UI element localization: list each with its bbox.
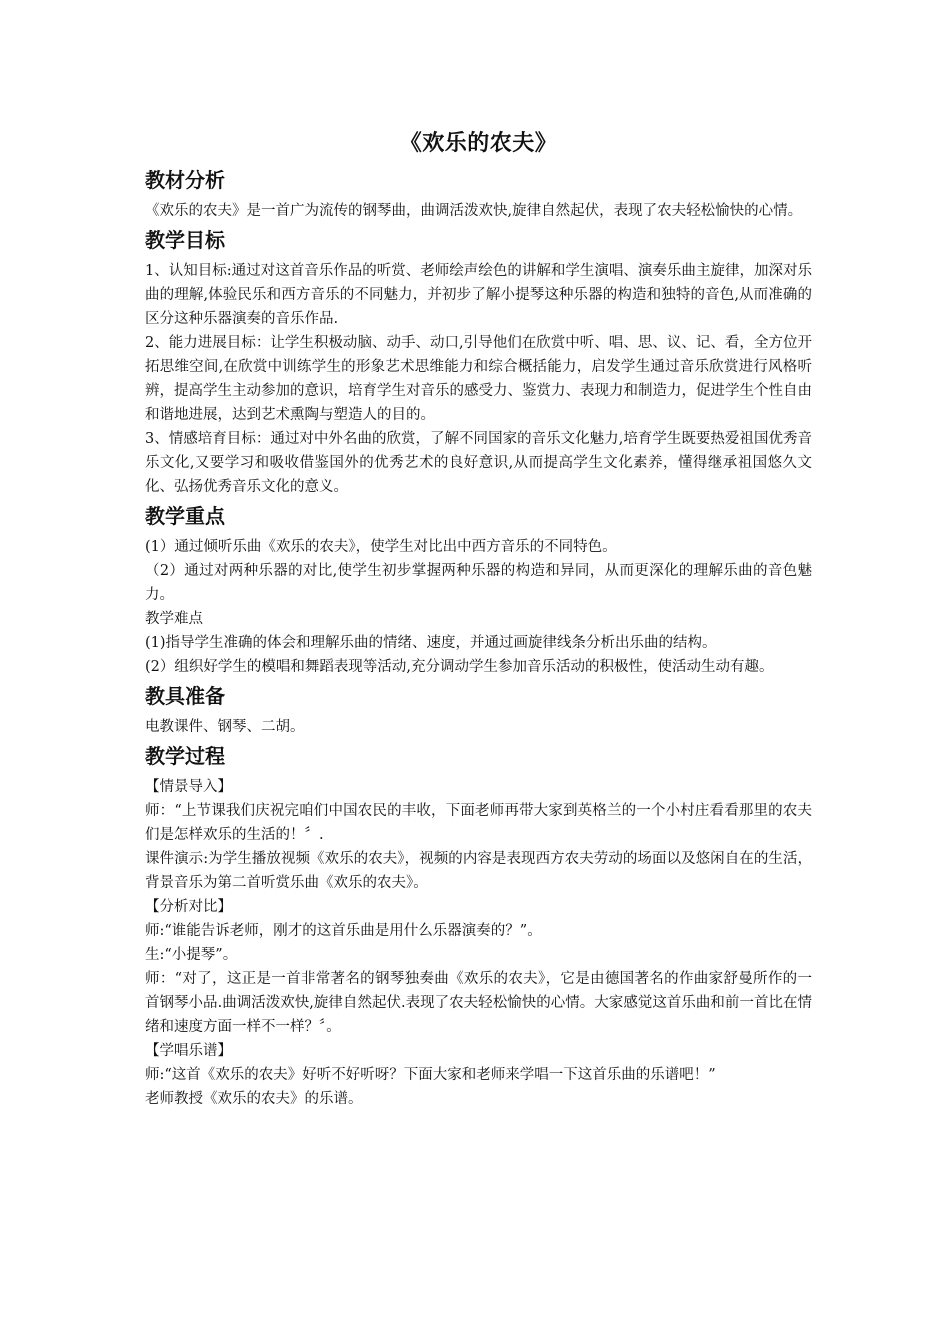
subheading-difficulties: 教学难点 <box>145 611 203 627</box>
heading-materials: 教具准备 <box>145 684 225 708</box>
paragraph: 《欢乐的农夫》是一首广为流传的钢琴曲，曲调活泼欢快,旋律自然起伏，表现了农夫轻松愉快的心情。 <box>145 203 803 219</box>
paragraph: （2）通过对两种乐器的对比,使学生初步掌握两种乐器的构造和异同，从而更深化的理解乐曲的音色魅力。 <box>145 563 812 603</box>
heading-key-points: 教学重点 <box>145 504 225 528</box>
paragraph: 【学唱乐谱】 <box>145 1043 232 1059</box>
paragraph: 师：“上节课我们庆祝完咱们中国农民的丰收，下面老师再带大家到英格兰的一个小村庄看看那里的农夫们是怎样欢乐的生活的！〞. <box>145 803 812 843</box>
heading-analysis: 教材分析 <box>145 168 225 192</box>
paragraph: 师:“这首《欢乐的农夫》好听不好听呀？下面大家和老师来学唱一下这首乐曲的乐谱吧！” <box>145 1067 716 1083</box>
paragraph: 3、情感培育目标：通过对中外名曲的欣赏，了解不同国家的音乐文化魅力,培育学生既要热爱祖国优秀音乐文化,又要学习和吸收借鉴国外的优秀艺术的良好意识,从而提高学生文化素养，懂得继承祖国悠久文化、弘扬优秀音乐文化的意义。 <box>145 431 812 495</box>
heading-process: 教学过程 <box>145 744 225 768</box>
paragraph: (1)指导学生准确的体会和理解乐曲的情绪、速度，并通过画旋律线条分析出乐曲的结构。 <box>145 635 717 651</box>
paragraph: 【分析对比】 <box>145 899 232 915</box>
paragraph: 电教课件、钢琴、二胡。 <box>145 719 305 735</box>
paragraph: 老师教授《欢乐的农夫》的乐谱。 <box>145 1091 363 1107</box>
paragraph: 生:“小提琴”。 <box>145 947 238 963</box>
paragraph: (1）通过倾听乐曲《欢乐的农夫》，使学生对比出中西方音乐的不同特色。 <box>145 539 617 555</box>
paragraph: 【情景导入】 <box>145 779 232 795</box>
paragraph: 课件演示:为学生播放视频《欢乐的农夫》，视频的内容是表现西方农夫劳动的场面以及悠闲自在的生活，背景音乐为第二首听赏乐曲《欢乐的农夫》。 <box>145 851 812 891</box>
paragraph: 2、能力进展目标：让学生积极动脑、动手、动口,引导他们在欣赏中听、唱、思、议、记、看，全方位开拓思维空间,在欣赏中训练学生的形象艺术思维能力和综合概括能力，启发学生通过音乐欣赏进行风格听辨，提高学生主动参加的意识，培育学生对音乐的感受力、鉴赏力、表现力和制造力，促进学生个性自由和谐地进展，达到艺术熏陶与塑造人的目的。 <box>145 335 812 423</box>
paragraph: (2）组织好学生的模唱和舞蹈表现等活动,充分调动学生参加音乐活动的积极性，使活动生动有趣。 <box>145 659 774 675</box>
document-title: 《欢乐的农夫》 <box>399 131 558 156</box>
paragraph: 师：“对了，这正是一首非常著名的钢琴独奏曲《欢乐的农夫》，它是由德国著名的作曲家舒曼所作的一首钢琴小品.曲调活泼欢快,旋律自然起伏.表现了农夫轻松愉快的心情。大家感觉这首乐曲和前一首比在情绪和速度方面一样不一样？〞。 <box>145 971 812 1035</box>
paragraph: 1、认知目标:通过对这首音乐作品的听赏、老师绘声绘色的讲解和学生演唱、演奏乐曲主旋律，加深对乐曲的理解,体验民乐和西方音乐的不同魅力，并初步了解小提琴这种乐器的构造和独特的音色,从而准确的区分这种乐器演奏的音乐作品. <box>145 263 812 327</box>
heading-objectives: 教学目标 <box>145 228 225 252</box>
paragraph: 师:“谁能告诉老师，刚才的这首乐曲是用什么乐器演奏的？”。 <box>145 923 542 939</box>
